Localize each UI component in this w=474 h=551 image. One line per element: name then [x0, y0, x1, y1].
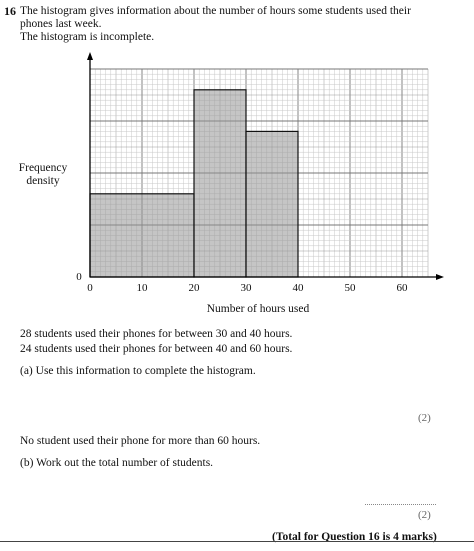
y-axis-arrow [87, 52, 93, 60]
y-tick-label: 0 [76, 271, 82, 283]
part-b-marks: (2) [418, 509, 431, 521]
histogram-bar-0 [90, 194, 194, 277]
x-tick-label: 50 [344, 282, 356, 294]
part-b-prompt: (b) Work out the total number of students. [20, 457, 214, 469]
x-tick-label: 0 [87, 282, 93, 294]
x-tick-label: 20 [188, 282, 200, 294]
note-line: No student used their phone for more than 60 hours. [20, 435, 261, 447]
part-a-marks: (2) [418, 412, 431, 424]
x-tick-label: 30 [240, 282, 252, 294]
intro-line-1: The histogram gives information about the number of hours some students used their [20, 5, 411, 17]
intro-line-2: phones last week. [20, 18, 102, 30]
x-axis-label: Number of hours used [206, 303, 310, 315]
info-line-1: 28 students used their phones for between 30 and 40 hours. [20, 328, 293, 340]
intro-line-3: The histogram is incomplete. [20, 31, 155, 43]
x-tick-label: 40 [292, 282, 304, 294]
x-axis-arrow [436, 274, 444, 280]
answer-line[interactable] [365, 504, 436, 505]
y-axis-label-line: density [26, 175, 60, 187]
info-line-2: 24 students used their phones for between 40 and 60 hours. [20, 343, 293, 355]
x-tick-label: 60 [396, 282, 408, 294]
y-axis-label-line: Frequency [18, 162, 68, 174]
histogram-bar-1 [194, 90, 246, 277]
histogram-bar-2 [246, 131, 298, 277]
x-tick-label: 10 [136, 282, 148, 294]
part-a-prompt: (a) Use this information to complete the histogram. [20, 365, 256, 377]
bottom-rule [0, 541, 474, 542]
question-total: (Total for Question 16 is 4 marks) [272, 531, 437, 543]
question-number: 16 [4, 4, 16, 18]
